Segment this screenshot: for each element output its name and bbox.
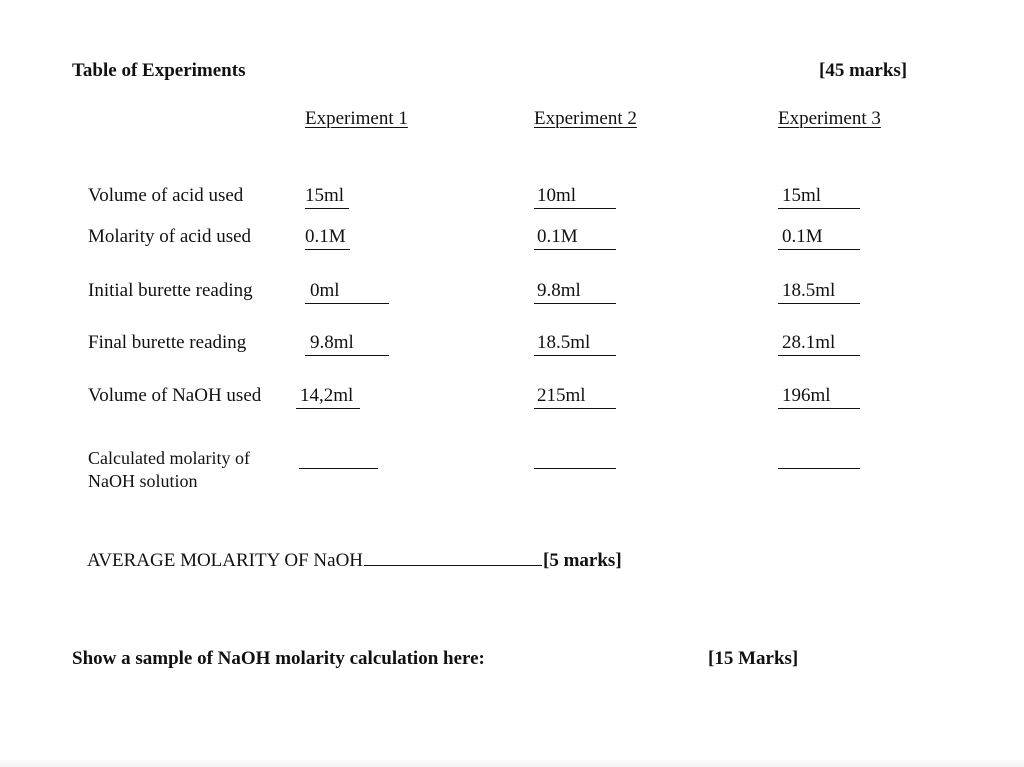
cell-calculated-molarity-exp3[interactable] <box>778 445 860 469</box>
cell-molarity-acid-exp3: 0.1M <box>778 226 860 250</box>
average-molarity-answer-blank[interactable] <box>364 564 542 566</box>
row-label-calculated-molarity <box>88 447 250 493</box>
row-label-final-burette: Final burette reading <box>88 332 247 353</box>
cell-final-burette-exp1: 9.8ml <box>305 332 389 356</box>
cell-initial-burette-exp2: 9.8ml <box>534 280 616 304</box>
sample-calculation-marks: [15 Marks] <box>708 648 799 669</box>
row-label-calculated-molarity-line1: Calculated molarity of <box>88 448 250 468</box>
column-header-experiment-1: Experiment 1 <box>305 108 408 129</box>
average-molarity-label: AVERAGE MOLARITY OF NaOH <box>87 550 364 571</box>
column-header-experiment-2: Experiment 2 <box>534 108 637 129</box>
cell-molarity-acid-exp1: 0.1M <box>305 226 350 250</box>
table-marks: [45 marks] <box>819 60 908 81</box>
cell-volume-naoh-exp1: 14,2ml <box>296 385 360 409</box>
cell-final-burette-exp3: 28.1ml <box>778 332 860 356</box>
cell-initial-burette-exp1: 0ml <box>305 280 389 304</box>
cell-volume-acid-exp3: 15ml <box>778 185 860 209</box>
sample-calculation-prompt: Show a sample of NaOH molarity calculation here: <box>72 648 485 669</box>
cell-molarity-acid-exp2: 0.1M <box>534 226 616 250</box>
average-molarity-marks: [5 marks] <box>543 550 622 571</box>
row-label-calculated-molarity-line2: NaOH solution <box>88 471 198 491</box>
row-label-initial-burette: Initial burette reading <box>88 280 253 301</box>
cell-volume-acid-exp1: 15ml <box>305 185 349 209</box>
row-label-molarity-acid: Molarity of acid used <box>88 226 252 247</box>
cell-calculated-molarity-exp2[interactable] <box>534 445 616 469</box>
average-molarity-line <box>87 550 622 572</box>
cell-volume-naoh-exp2: 215ml <box>534 385 616 409</box>
row-label-volume-acid: Volume of acid used <box>88 185 244 206</box>
table-title: Table of Experiments <box>72 60 246 81</box>
column-header-experiment-3: Experiment 3 <box>778 108 881 129</box>
cell-volume-naoh-exp3: 196ml <box>778 385 860 409</box>
cell-calculated-molarity-exp1[interactable] <box>299 445 378 469</box>
page-bottom-edge <box>0 759 1024 767</box>
cell-volume-acid-exp2: 10ml <box>534 185 616 209</box>
cell-initial-burette-exp3: 18.5ml <box>778 280 860 304</box>
cell-final-burette-exp2: 18.5ml <box>534 332 616 356</box>
row-label-volume-naoh: Volume of NaOH used <box>88 385 262 406</box>
